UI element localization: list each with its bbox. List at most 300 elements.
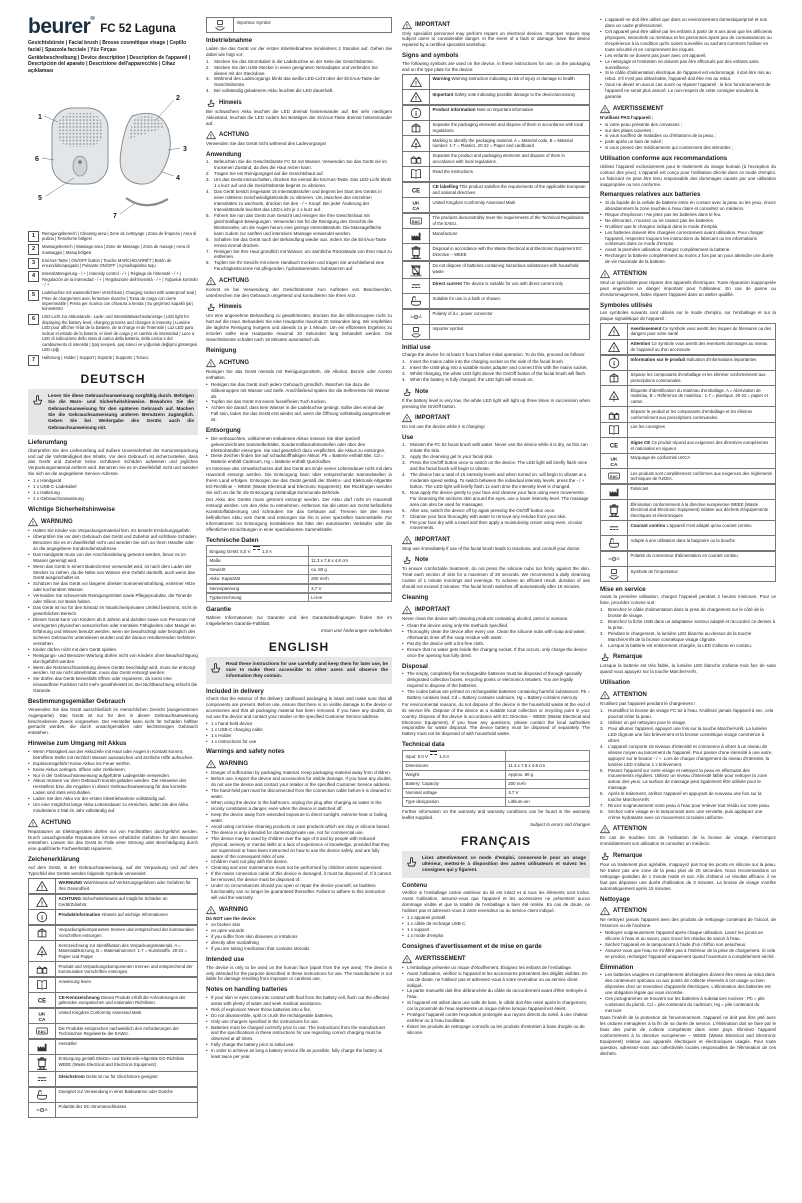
bullet-glyph: • <box>402 628 404 634</box>
symbol-row <box>600 484 776 500</box>
section-heading: Included in delivery <box>206 687 264 695</box>
numbered-item-text: Pour allumer l'appareil, appuyez une fois sur la touche Marche/Arrêt. La lumière LED clignote une fois brièvement et la brosse cosmétique visage commence à vibrer. <box>608 725 767 743</box>
alert-heading <box>402 413 590 423</box>
symbol-description <box>56 1009 197 1023</box>
numbered-item-text: Press the On/Off button once to switch on the device. The LED light will briefly flash once and the facial brush will begin to vibrate. <box>410 460 588 472</box>
bullet-glyph: • <box>600 133 602 139</box>
symbol-icon-cell <box>403 106 430 120</box>
alert-title: ATTENTION <box>613 826 647 833</box>
bullet-glyph: • <box>600 145 602 151</box>
list-item <box>206 836 392 860</box>
symbol-text: Dieses Produkt erfüllt die Anforderungen der geltenden europäischen und nationalen Richtlinien. <box>58 994 186 1006</box>
list-item <box>206 1048 392 1060</box>
numbered-item-text: Branchez la fiche USB dans un adaptateur secteur adapté et raccordez ce dernier à la prise. <box>608 619 776 631</box>
numbered-item-text: Branchez le câble d'alimentation dans la prise de chargement sur le côté de la brosse de visage. <box>608 607 764 619</box>
symbol-icon-cell <box>29 1072 56 1086</box>
bullet-glyph: • <box>600 211 602 217</box>
symbol-description <box>628 371 775 385</box>
list-item-text: Ne démontez, n'ouvrez ou ne cassez pas les batteries. <box>605 217 715 223</box>
bullet-glyph: • <box>28 496 30 502</box>
item-number: 1. <box>402 442 406 448</box>
part-number: 6 <box>28 314 39 325</box>
section-heading: Use <box>402 433 414 441</box>
list-item-text: Nettoyez soigneusement l'appareil après chaque utilisation. Lavez les picots en silicone à l'eau et au savon, puis rincez les résidus de savon à l'eau. <box>605 930 763 942</box>
list-item-text: Dieses Gerät kann von Kindern ab 8 Jahren und darüber sowie von Personen mit verringerten physischen sensorischen oder mentalen Fähigkeiten oder Mangel an Erfahrung und Wissen benutzt werden, wenn sie beaufsichtigt oder bezüglich des sicheren Gebrauchs unterwiesen wurden und die daraus resultierenden Gefahren verstehen. <box>33 617 196 646</box>
symbol-text: Note on important information <box>476 107 534 113</box>
symbol-description <box>430 198 589 212</box>
bullet-glyph: • <box>600 28 602 34</box>
bullet-glyph: • <box>402 640 404 646</box>
symbol-icon-cell <box>29 978 56 992</box>
paragraph: Vérifiez si l'emballage carton extérieur du kit est intact et si tous les éléments sont inclus. Avant l'utilisation, assurez-vous que l'appareil et les accessoires ne présentent aucun dommage visible et que la totalité de l'emballage a bien été retirée. En cas de doute, ne l'utilisez pas et adressez-vous à votre revendeur ou au service client indiqué. <box>402 890 590 914</box>
data-value: 3,7 V <box>311 585 322 591</box>
paragraph: Check that the exterior of the delivery cardboard packaging is intact and make sure that all components are present. Before use, ensure that there is no visible damage to the device or accessories and that all packaging material has been removed. If you have any doubts, do not use the device and contact your retailer or the specified Customer Service address. <box>206 695 392 719</box>
list-item-text: Children must not play with the device. <box>211 859 289 865</box>
tri-icon <box>206 358 216 368</box>
ab-icon <box>410 137 422 149</box>
section-heading: Consignes d'avertissement et de mise en garde <box>402 942 542 950</box>
data-row <box>402 779 590 789</box>
list-item <box>402 689 590 701</box>
bullet-glyph: • <box>28 652 30 658</box>
svg-text:6: 6 <box>35 155 39 163</box>
svg-text:B: B <box>40 953 44 958</box>
list-item-text: 1 x Instructions for use <box>211 738 257 744</box>
paragraph: Auf dem Gerät, in der Gebrauchsanweisung, auf der Verpackung und auf dem Typschild des Geräts werden folgende Symbole verwendet: <box>28 864 198 876</box>
bullet-glyph: • <box>206 823 208 829</box>
list-item <box>28 665 198 677</box>
pkg-icon <box>608 372 620 384</box>
alert-text: Verwenden Sie das Gerät nicht während des Ladevorgangs! <box>206 141 327 147</box>
list-item <box>206 995 392 1007</box>
box-text: Lisez attentivement ce mode d'emploi, conservez-le pour un usage ultérieur, mettez-le à disposition des autres utilisateurs et suivez les consignes qui y figurent. <box>422 854 586 873</box>
alert-title: AVERTISSEMENT <box>613 105 664 112</box>
alert-title: Hinweis <box>219 304 242 311</box>
symbol-text: Suitable for use in a bath or shower. <box>432 295 502 301</box>
ukca-icon <box>608 455 620 467</box>
data-value: Approx. 80 g <box>508 772 534 778</box>
alert-title: Note <box>415 557 429 564</box>
bath-icon <box>608 537 620 549</box>
alert-heading <box>28 517 198 527</box>
symbol-description <box>628 500 775 520</box>
list-item-text: La partie manuelle doit être débranchée du câble de raccordement avant d'être nettoyée à l'eau. <box>407 988 587 1000</box>
data-key: Eingang Gerät: 5,0 V 1,0 A <box>207 546 309 556</box>
tri-icon <box>28 517 38 527</box>
language-heading: FRANÇAIS <box>461 833 531 848</box>
symbol-icon-cell <box>601 567 628 581</box>
list-item-text: Séchez l'appareil en le tamponnant à l'aide d'un chiffon non pelucheux. <box>605 942 747 948</box>
column-2 <box>206 16 392 1195</box>
symbol-row <box>600 355 776 371</box>
svg-text:!: ! <box>41 885 43 892</box>
alert-heading <box>600 906 776 916</box>
symbol-row <box>402 135 590 151</box>
data-table <box>402 750 590 807</box>
symbol-text: Separate the product and packaging elements and dispose of them in accordance with local regulations. <box>432 153 565 164</box>
list-item-text: Keine Akkus zerlegen, öffnen oder zerkleinern. <box>33 766 126 772</box>
symbol-description <box>628 356 775 370</box>
list-item-text: Vermeiden Sie scheuernde Reinigungsmittel sowie Pflegeprodukte, die Tonerde oder Silikon zur Basis haben. <box>33 593 192 605</box>
symbol-title: Produktinformation <box>58 911 101 917</box>
list-item-text: Under no circumstances should you open or repair the device yourself, as faultless functionality can no longer be guaranteed thereafter. Failure to adhere to this instruction will void the warranty. <box>211 883 386 901</box>
list-item-text: Avant la première utilisation, chargez complètement la batterie. <box>605 247 731 253</box>
bullet-glyph: • <box>402 646 404 652</box>
list-item <box>206 788 392 800</box>
item-number: 4. <box>402 472 406 478</box>
list-item-text: Si du liquide de la cellule de batterie entre en contact avec la peau ou les yeux, rincez abondamment la zone touchée à l'eau claire et consultez un médecin. <box>605 199 776 211</box>
box-text: Read these instructions for use carefully and keep them for later use, be sure to make them accessible to other users and observe the information they contain. <box>226 660 388 679</box>
symbol-row <box>600 422 776 438</box>
list-item <box>600 17 776 29</box>
numbered-list <box>206 59 392 95</box>
section-heading: Mise en service <box>600 586 646 594</box>
hand-icon <box>600 652 610 662</box>
list-item-text: Risk of explosion! Never throw batteries into a fire. <box>211 1006 312 1012</box>
symbol-text: Warning instruction indicating a risk of injury or damage to health <box>451 76 575 82</box>
svg-text:1: 1 <box>38 113 42 121</box>
alert-title: ATTENTION <box>613 908 647 915</box>
symbol-text: Adapté à une utilisation dans la baignoire ou la douche <box>630 537 735 543</box>
bullet-list <box>28 749 198 814</box>
list-item-text: 1 x hand-held device <box>211 720 253 726</box>
symbol-text: Ce symbole vous avertit des éventuels dommages au niveau de l'appareil ou d'un accessoire <box>630 341 768 353</box>
ab-icon <box>36 945 48 957</box>
eac-icon <box>608 470 620 482</box>
data-row <box>206 565 392 575</box>
alert-text: Pour un traitement plus agréable, n'appuyez pas trop les picots en silicone sur la peau. Ne traitez pas une zone de la peau plus de 20 secondes. Nous recommandons un nettoyage quotidien de 1 minute matin et soir. Afin d'obtenir un résultat efficace, il ne faut pas dépasser une durée d'utilisation de 3 minutes. La brosse de visage s'arrête automatiquement après 15 minutes. <box>600 861 776 891</box>
list-item <box>28 605 198 617</box>
svg-text:-: - <box>609 555 611 559</box>
list-item-text: 1 x câble de recharge USB-C <box>407 920 466 926</box>
list-item <box>28 802 198 814</box>
svg-text:!: ! <box>415 81 417 88</box>
symbol-description <box>628 552 775 566</box>
list-item-text: If the mains connection cable of this device is damaged, it must be disposed of. If it cannot be removed, the device must be disposed of. <box>211 871 391 883</box>
tri-icon <box>206 130 216 140</box>
list-item-text: L'emballage présente un risque d'étouffement. Éloignez les enfants de l'emballage. <box>407 964 573 970</box>
symbol-title: Courant continu <box>630 522 666 528</box>
bullet-glyph: • <box>28 766 30 772</box>
list-item <box>206 436 392 454</box>
bullet-glyph: • <box>206 946 208 952</box>
symbol-description <box>430 279 589 293</box>
numbered-item-text: Après le traitement, arrêtez l'appareil en appuyant de nouveau une fois sur la touche Marche/Arrêt. <box>608 791 762 803</box>
alert-heading <box>206 276 392 286</box>
alert-title: Note <box>415 388 429 395</box>
symbol-title: CE-Kennzeichnung <box>58 994 100 1000</box>
svg-text:!: ! <box>406 538 408 545</box>
bullet-glyph: • <box>28 484 30 490</box>
item-number: 4. <box>600 743 604 749</box>
symbol-row <box>28 1102 198 1118</box>
bullet-glyph: • <box>402 688 404 694</box>
paragraph: Les symboles suivants sont utilisés sur le mode d'emploi, sur l'emballage et sur la plaque signalétique de l'appareil : <box>600 309 776 321</box>
symbol-row <box>600 323 776 339</box>
svg-text:!: ! <box>32 520 34 527</box>
alert-text: N'utilisez pas l'appareil pendant le chargement ! <box>600 701 696 707</box>
symbol-row <box>600 339 776 355</box>
data-value: 11.3 x 7.8 x 4.8 cm <box>508 763 545 769</box>
symbol-text: Entsorgung gemäß Elektro- und Elektronik-Altgeräte EG-Richtlinie WEEE (Waste Electrical and Electronic Equipment) <box>58 1056 185 1067</box>
paragraph: The following symbols are used on the device, in these instructions for use, on the packaging and on the type plate for the device: <box>402 60 590 72</box>
svg-text:B: B <box>414 146 418 150</box>
numbered-item-text: Stecken Sie den USB-Stecker in einen geeigneten Netzadapter und verbinden Sie diesen mit der Steckdose. <box>214 64 378 76</box>
symbol-text: Anweisung lesen <box>58 979 91 985</box>
symbol-row <box>402 293 590 309</box>
list-item <box>600 82 776 100</box>
symbol-text: Ce symbole vous avertit des risques de blessures ou des dangers pour votre santé <box>630 325 772 337</box>
alert-title: Hinweis <box>219 99 242 106</box>
prodpkg-icon <box>608 409 620 421</box>
item-number: 2. <box>206 64 210 70</box>
column-3-content <box>402 20 590 1036</box>
tri-icon <box>600 690 610 700</box>
list-item <box>600 200 776 212</box>
item-number: 6. <box>206 236 210 242</box>
bullet-glyph: • <box>206 720 208 726</box>
section-heading: Reinigung <box>206 346 237 354</box>
symbol-description <box>430 152 589 166</box>
list-item-text: Protégez l'appareil contre l'exposition prolongée aux rayons directs du soleil, à une chaleur extrême ou à l'eau bouillante. <box>407 1012 588 1024</box>
symbol-icon-cell <box>403 152 430 166</box>
alert-bullet-list <box>28 528 198 694</box>
symbol-icon-cell <box>403 75 430 89</box>
bullet-glyph: • <box>206 788 208 794</box>
section-heading: Nettoyage <box>600 895 630 903</box>
svg-text:i: i <box>41 914 43 922</box>
importer-icon <box>410 326 422 338</box>
svg-text:-: - <box>411 313 413 317</box>
list-item <box>28 778 198 796</box>
tri-icon <box>28 818 38 828</box>
paragraph: Utilisez l'appareil exclusivement pour le traitement du visage humain (à l'exception du contour des yeux). L'appareil est conçu pour l'utilisation décrite dans ce mode d'emploi. Le fabricant ne peut être tenu responsable des dommages causés par une utilisation inappropriée ou non conforme. <box>600 163 776 187</box>
list-item-text: Ensure that no water gets inside the charging socket. If this occurs, only charge the device once the opening has fully dried. <box>407 646 587 658</box>
bullet-glyph: • <box>206 859 208 865</box>
numbered-item <box>402 520 590 532</box>
list-item-text: 1 x Gebrauchsanweisung <box>33 496 84 502</box>
bullet-glyph: • <box>206 405 208 411</box>
bullet-list <box>600 930 776 960</box>
section-heading: Warnings and safety notes <box>206 748 285 756</box>
list-item-text: directly after sunbathing <box>211 940 259 946</box>
note-heading <box>600 652 776 662</box>
bullet-glyph: • <box>206 829 208 835</box>
numbered-item <box>600 726 776 744</box>
alert-heading <box>600 104 776 114</box>
symbol-text: Les produits sont complètement conformes aux exigences des règlements techniques de l'UEEA. <box>630 470 772 482</box>
numbered-item-text: Während des Ladevorgangs blinkt das weiße LED-Licht über der Ein/Aus-Taste der Gesichtsbürste. <box>214 76 380 88</box>
alert-title: IMPORTANT <box>415 21 451 28</box>
numbered-item-text: Insert the USB-plug into a suitable mains adapter and connect this with the mains socket. <box>410 365 588 371</box>
symbol-icon-cell <box>29 1040 56 1054</box>
symbol-text: Polarität des DC-Stromanschlusses <box>58 1104 127 1110</box>
symbol-description <box>628 423 775 437</box>
tri-icon <box>36 880 48 892</box>
svg-text:UK: UK <box>610 457 618 463</box>
symbol-row <box>600 499 776 521</box>
tri-icon <box>600 104 610 114</box>
list-item-text: Avant l'utilisation, vérifiez si l'appareil et les accessoires présentent des dégâts visibles. En cas de doute, ne l'utilisez pas et adressez-vous à votre revendeur ou au service client indiqué. <box>407 970 588 988</box>
symbol-description <box>56 926 197 940</box>
section-heading: Technische Daten <box>206 536 259 544</box>
numbered-item-text: Lorsque la batterie est entièrement chargée, la LED s'allume en continu. <box>608 642 752 648</box>
list-item-text: juste après un bain de soleil ; <box>605 139 664 145</box>
product-names: Gesichtsbürste | Facial brush | Brosse cosmétique visage | Cepillo facial | Spazzola facciale | Yüz Fırçası <box>28 40 187 53</box>
list-item <box>206 739 392 745</box>
bullet-list <box>600 17 776 100</box>
numbered-item-text: Now apply the device gently to your face and cleanse your face using even movements. For cleansing the sections skin around the eyes, use a lower intensity level. The massage area can also be used for massages. <box>410 489 589 507</box>
svg-text:!: ! <box>415 96 417 103</box>
symbol-text: Disposal in accordance with the Waste Electrical and Electronic Equipment EC Directive – WEEE <box>432 245 583 257</box>
section-heading: Intended use <box>206 956 245 964</box>
data-key: Weight <box>403 771 506 779</box>
item-number: 3. <box>600 631 604 637</box>
symbol-icon-cell <box>403 121 430 135</box>
data-value <box>309 546 391 556</box>
item-number: 3. <box>206 76 210 82</box>
svg-text:Pb Cd Hg: Pb Cd Hg <box>410 274 422 277</box>
symbol-description <box>56 1040 197 1054</box>
symbol-text: Warnhinweis auf Verletzungsgefahren oder Gefahren für Ihre Gesundheit. <box>58 880 191 892</box>
list-item-text: on broken skin <box>211 922 241 928</box>
symbol-row <box>28 909 198 925</box>
symbol-title: Information sur le produit <box>630 357 686 363</box>
symbol-description <box>56 1103 197 1117</box>
svg-text:!: ! <box>210 133 212 140</box>
symbol-icon-cell <box>29 1009 56 1023</box>
symbol-text: Fabricant <box>630 486 649 492</box>
bullet-glyph: • <box>28 802 30 808</box>
symbol-icon-cell <box>403 294 430 308</box>
alert-title: ACHTUNG <box>219 359 249 366</box>
bullet-glyph: • <box>28 563 30 569</box>
svg-text:!: ! <box>210 763 212 770</box>
list-item-text: Vous ne devez en aucun cas ouvrir ou réparer l'appareil ; le bon fonctionnement de l'appareil ne serait plus assuré. Le non-respect de cette consigne annulera la garantie. <box>605 82 771 100</box>
bullet-glyph: • <box>28 551 30 557</box>
symbol-title: Direct current <box>432 280 463 286</box>
data-value: Lithium-ion <box>508 799 530 805</box>
data-key: Gewicht <box>207 566 309 574</box>
numbered-item <box>402 377 590 383</box>
symbol-row <box>402 261 590 279</box>
section-heading: Utilisation conforme aux recommandations <box>600 155 728 163</box>
bullet-glyph: • <box>402 915 404 921</box>
symbol-row <box>402 166 590 182</box>
symbol-title: WARNUNG <box>58 880 83 886</box>
bath-icon <box>36 1089 48 1101</box>
section-heading: Utilisation <box>600 679 630 687</box>
svg-text:4: 4 <box>176 174 180 182</box>
numbered-item <box>206 237 392 249</box>
symbol-description <box>234 18 391 32</box>
symbol-icon-cell <box>601 324 628 338</box>
bullet-glyph: • <box>206 776 208 782</box>
part-number: 7 <box>28 355 39 366</box>
list-item <box>402 988 590 1000</box>
paragraph: Im Interesse des Umweltschutzes darf das Gerät am Ende seiner Lebensdauer nicht mit dem Hausmüll entsorgt werden. Die Entsorgung kann über entsprechende Sammelstellen in Ihrem Land erfolgen. Entsorgen Sie das Gerät gemäß der Elektro- und Elektronik-Altgeräte EG-Richtlinie – WEEE (Waste Electrical and Electronic Equipment). Bei Rückfragen wenden Sie sich an die für die Entsorgung zuständige kommunale Behörde. <box>206 466 392 496</box>
numbered-item-text: After use, switch the device off by again pressing the On/Off button once. <box>410 507 556 513</box>
bullet-glyph: • <box>600 996 602 1002</box>
paragraph: Further information on the warranty and warranty conditions can be found in the warranty leaflet supplied. <box>402 808 590 820</box>
numbered-item-text: Pat your face dry with a towel and then apply a moisturising cream using even, circular movements. <box>410 519 583 531</box>
dc-icon <box>608 522 620 534</box>
data-key: Nominal voltage <box>403 789 506 797</box>
ukca-icon <box>410 199 422 211</box>
svg-text:2: 2 <box>176 94 180 102</box>
list-item-text: Évitez les produits de nettoyage corrosifs ou les produits d'entretien à base d'argile ou de silicone. <box>407 1024 585 1036</box>
alert-heading <box>206 759 392 769</box>
symbol-description <box>430 167 589 181</box>
list-item-text: Die verbrauchten, vollkommen entladenen Akkus müssen Sie über speziell gekennzeichnete Sammelbehälter, Sondermüllannahmestellen oder über den Elektrohändler entsorgen. Sie sind gesetzlich dazu verpflichtet, die Akkus zu entsorgen. <box>211 435 386 453</box>
data-row <box>206 574 392 584</box>
svg-text:CE: CE <box>37 998 47 1005</box>
list-item <box>600 253 776 265</box>
section-heading: Symboles utilisés <box>600 301 653 309</box>
symbol-row <box>402 278 590 294</box>
section-heading: Notes on handling batteries <box>206 986 288 994</box>
symbol-row <box>28 925 198 941</box>
list-item-text: si votre peau présente des crevasses ; <box>605 121 683 127</box>
section-heading: Garantie <box>206 606 232 614</box>
bullet-list <box>206 721 392 745</box>
alert-text: Reinigen Sie das Gerät niemals mit Reinigungsmitteln, die Alkohol, Benzin oder Azeton enthalten. <box>206 368 392 380</box>
bullet-glyph: • <box>28 772 30 778</box>
symbol-description <box>628 340 775 354</box>
numbered-item <box>600 809 776 821</box>
bullet-glyph: • <box>600 58 602 64</box>
symbol-row <box>402 197 590 213</box>
symbol-row <box>28 878 198 894</box>
symbol-icon-cell <box>403 167 430 181</box>
section-heading: Inbetriebnahme <box>206 37 253 45</box>
bullet-glyph: • <box>28 527 30 533</box>
part-number: 3 <box>28 258 39 269</box>
column-4-content <box>600 17 776 1057</box>
symbol-text: Hersteller <box>58 1041 77 1047</box>
numbered-item-text: Bei vollständig geladenem Akku leuchtet die LED dauerhaft. <box>214 88 334 94</box>
item-number: 4. <box>206 189 210 195</box>
svg-text:CA: CA <box>610 462 618 467</box>
symbol-description <box>628 567 775 581</box>
symbol-icon-cell <box>601 438 628 452</box>
list-item-text: Do not disassemble, split or crush the rechargeable batteries. <box>211 1012 334 1018</box>
book-icon <box>410 168 422 180</box>
list-item-text: Um eine möglichst lange Akku-Lebensdauer zu erreichen, laden Sie den Akku mindestens 2 Mal im Jahr vollständig auf. <box>33 802 189 814</box>
list-item-text: Achten Sie darauf, dass kein Wasser in die Ladebuchse gelangt. Sollte dies einmal der Fall sein, laden Sie das Gerät erst wieder auf, wenn die Öffnung vollständig ausgetrocknet ist. <box>211 405 391 423</box>
item-number: 6. <box>402 507 406 513</box>
symbol-row <box>402 213 590 229</box>
list-item-text: 1 x Halterung <box>33 490 60 496</box>
read-instructions-box <box>402 851 590 878</box>
list-item-text: Fully charge the battery prior to initial use. <box>211 1042 295 1048</box>
symbol-icon-cell <box>403 90 430 104</box>
list-item-text: Batteries must be charged correctly prior to use. The instructions from the manufacturer and the specifications in these instructions for use regarding correct charging must be observed at all times. <box>211 1024 386 1042</box>
symbol-row <box>600 385 776 407</box>
alert-title: AVERTISSEMENT <box>415 955 466 962</box>
numbered-item-text: Moisten the FC 52 facial brush with water. Never use the device while it is dry, as this can irritate the skin. <box>410 442 588 454</box>
symbol-icon-cell <box>29 879 56 893</box>
symbol-text: Safety note indicating possible damage to the device/accessory <box>454 91 576 97</box>
list-item-text: Si l'appareil est utilisé dans une salle de bain, le câble doit être retiré après le chargement, car la proximité de l'eau représente un risque même lorsque l'appareil est éteint. <box>407 1000 587 1012</box>
data-key: Input: 5.0 V 1.0 A <box>403 751 506 761</box>
list-item-text: Tupfen Sie das Gerät mit einem fusselfreien Tuch trocken. <box>211 399 327 405</box>
bullet-glyph: • <box>206 835 208 841</box>
numbered-item <box>206 249 392 261</box>
weee-icon <box>607 503 621 517</box>
list-item-text: When using the device in the bathroom, unplug the plug after charging as water in the vicinity constitutes a danger, even when the device is switched off. <box>211 800 382 812</box>
item-number: 5. <box>600 767 604 773</box>
